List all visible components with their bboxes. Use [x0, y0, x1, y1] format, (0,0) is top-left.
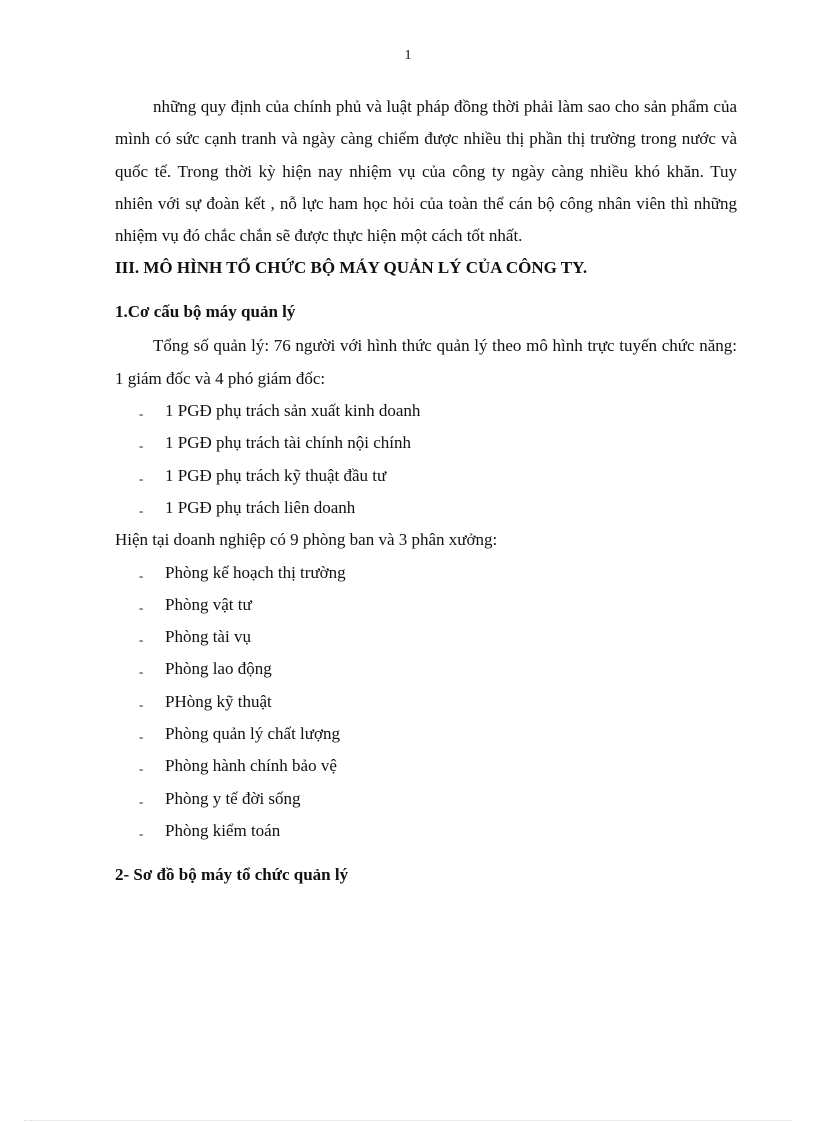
document-body — [115, 91, 737, 891]
dash-bullet: ‐ — [139, 470, 144, 486]
list-item-text: Phòng quản lý chất lượng — [165, 724, 340, 744]
list-item-text: 1 PGĐ phụ trách liên doanh — [165, 497, 356, 517]
list-item — [115, 557, 737, 589]
list-item — [115, 718, 737, 750]
department-list — [115, 557, 737, 848]
dash-bullet: ‐ — [139, 729, 144, 745]
dash-bullet: ‐ — [139, 567, 144, 583]
list-item-text: Phòng kiểm toán — [165, 820, 281, 840]
list-item — [115, 653, 737, 685]
dash-bullet: ‐ — [139, 664, 144, 680]
list-item — [115, 686, 737, 718]
dash-bullet: ‐ — [139, 406, 144, 422]
list-item-text: Phòng y tế đời sống — [165, 788, 301, 808]
list-item-text: Phòng kế hoạch thị trường — [165, 562, 346, 582]
dash-bullet: ‐ — [139, 502, 144, 518]
page-bottom-divider — [24, 1120, 792, 1121]
list-item-text: PHòng kỹ thuật — [165, 691, 272, 711]
list-item — [115, 492, 737, 524]
subsection-1-heading: 1.Cơ cấu bộ máy quản lý — [115, 302, 296, 322]
list-item — [115, 460, 737, 492]
list-item-text: Phòng hành chính bảo vệ — [165, 756, 337, 776]
section-heading: III. MÔ HÌNH TỔ CHỨC BỘ MÁY QUẢN LÝ CỦA CÔNG TY. — [115, 258, 588, 278]
management-paragraph: Tổng số quản lý: 76 người với hình thức quản lý theo mô hình trực tuyến chức năng: 1 giám đốc và 4 phó giám đốc: — [115, 336, 737, 388]
subsection-2-heading: 2- Sơ đồ bộ máy tổ chức quản lý — [115, 865, 349, 885]
intro-paragraph: những quy định của chính phủ và luật pháp đồng thời phải làm sao cho sản phẩm của mình có sức cạnh tranh và ngày càng chiếm được nhiều thị phần thị trường trong nước và quốc tế. Trong thời kỳ hiện nay nhiệm vụ của công ty ngày càng nhiều khó khăn. Tuy nhiên với sự đoàn kết , nỗ lực ham học hỏi của toàn thể cán bộ công nhân viên thì những nhiệm vụ đó chắc chắn sẽ được thực hiện một cách tốt nhất. — [115, 97, 737, 246]
list-item-text: Phòng lao động — [165, 659, 272, 679]
dash-bullet: ‐ — [139, 761, 144, 777]
deputy-list — [115, 395, 737, 524]
list-item — [115, 783, 737, 815]
list-item-text: Phòng tài vụ — [165, 627, 251, 647]
dash-bullet: ‐ — [139, 599, 144, 615]
list-item-text: Phòng vật tư — [165, 594, 252, 614]
list-item-text: 1 PGĐ phụ trách sản xuất kinh doanh — [165, 401, 421, 421]
list-item-text: 1 PGĐ phụ trách tài chính nội chính — [165, 433, 411, 453]
dash-bullet: ‐ — [139, 438, 144, 454]
list-item-text: 1 PGĐ phụ trách kỹ thuật đầu tư — [165, 465, 387, 485]
dash-bullet: ‐ — [139, 696, 144, 712]
page-number: 1 — [404, 48, 412, 63]
list-item — [115, 750, 737, 782]
list-item — [115, 395, 737, 427]
dash-bullet: ‐ — [139, 793, 144, 809]
list-item — [115, 427, 737, 459]
dash-bullet: ‐ — [139, 632, 144, 648]
list-item — [115, 589, 737, 621]
list-item — [115, 621, 737, 653]
list-item — [115, 815, 737, 847]
departments-intro: Hiện tại doanh nghiệp có 9 phòng ban và 3 phân xưởng: — [115, 530, 498, 550]
dash-bullet: ‐ — [139, 825, 144, 841]
